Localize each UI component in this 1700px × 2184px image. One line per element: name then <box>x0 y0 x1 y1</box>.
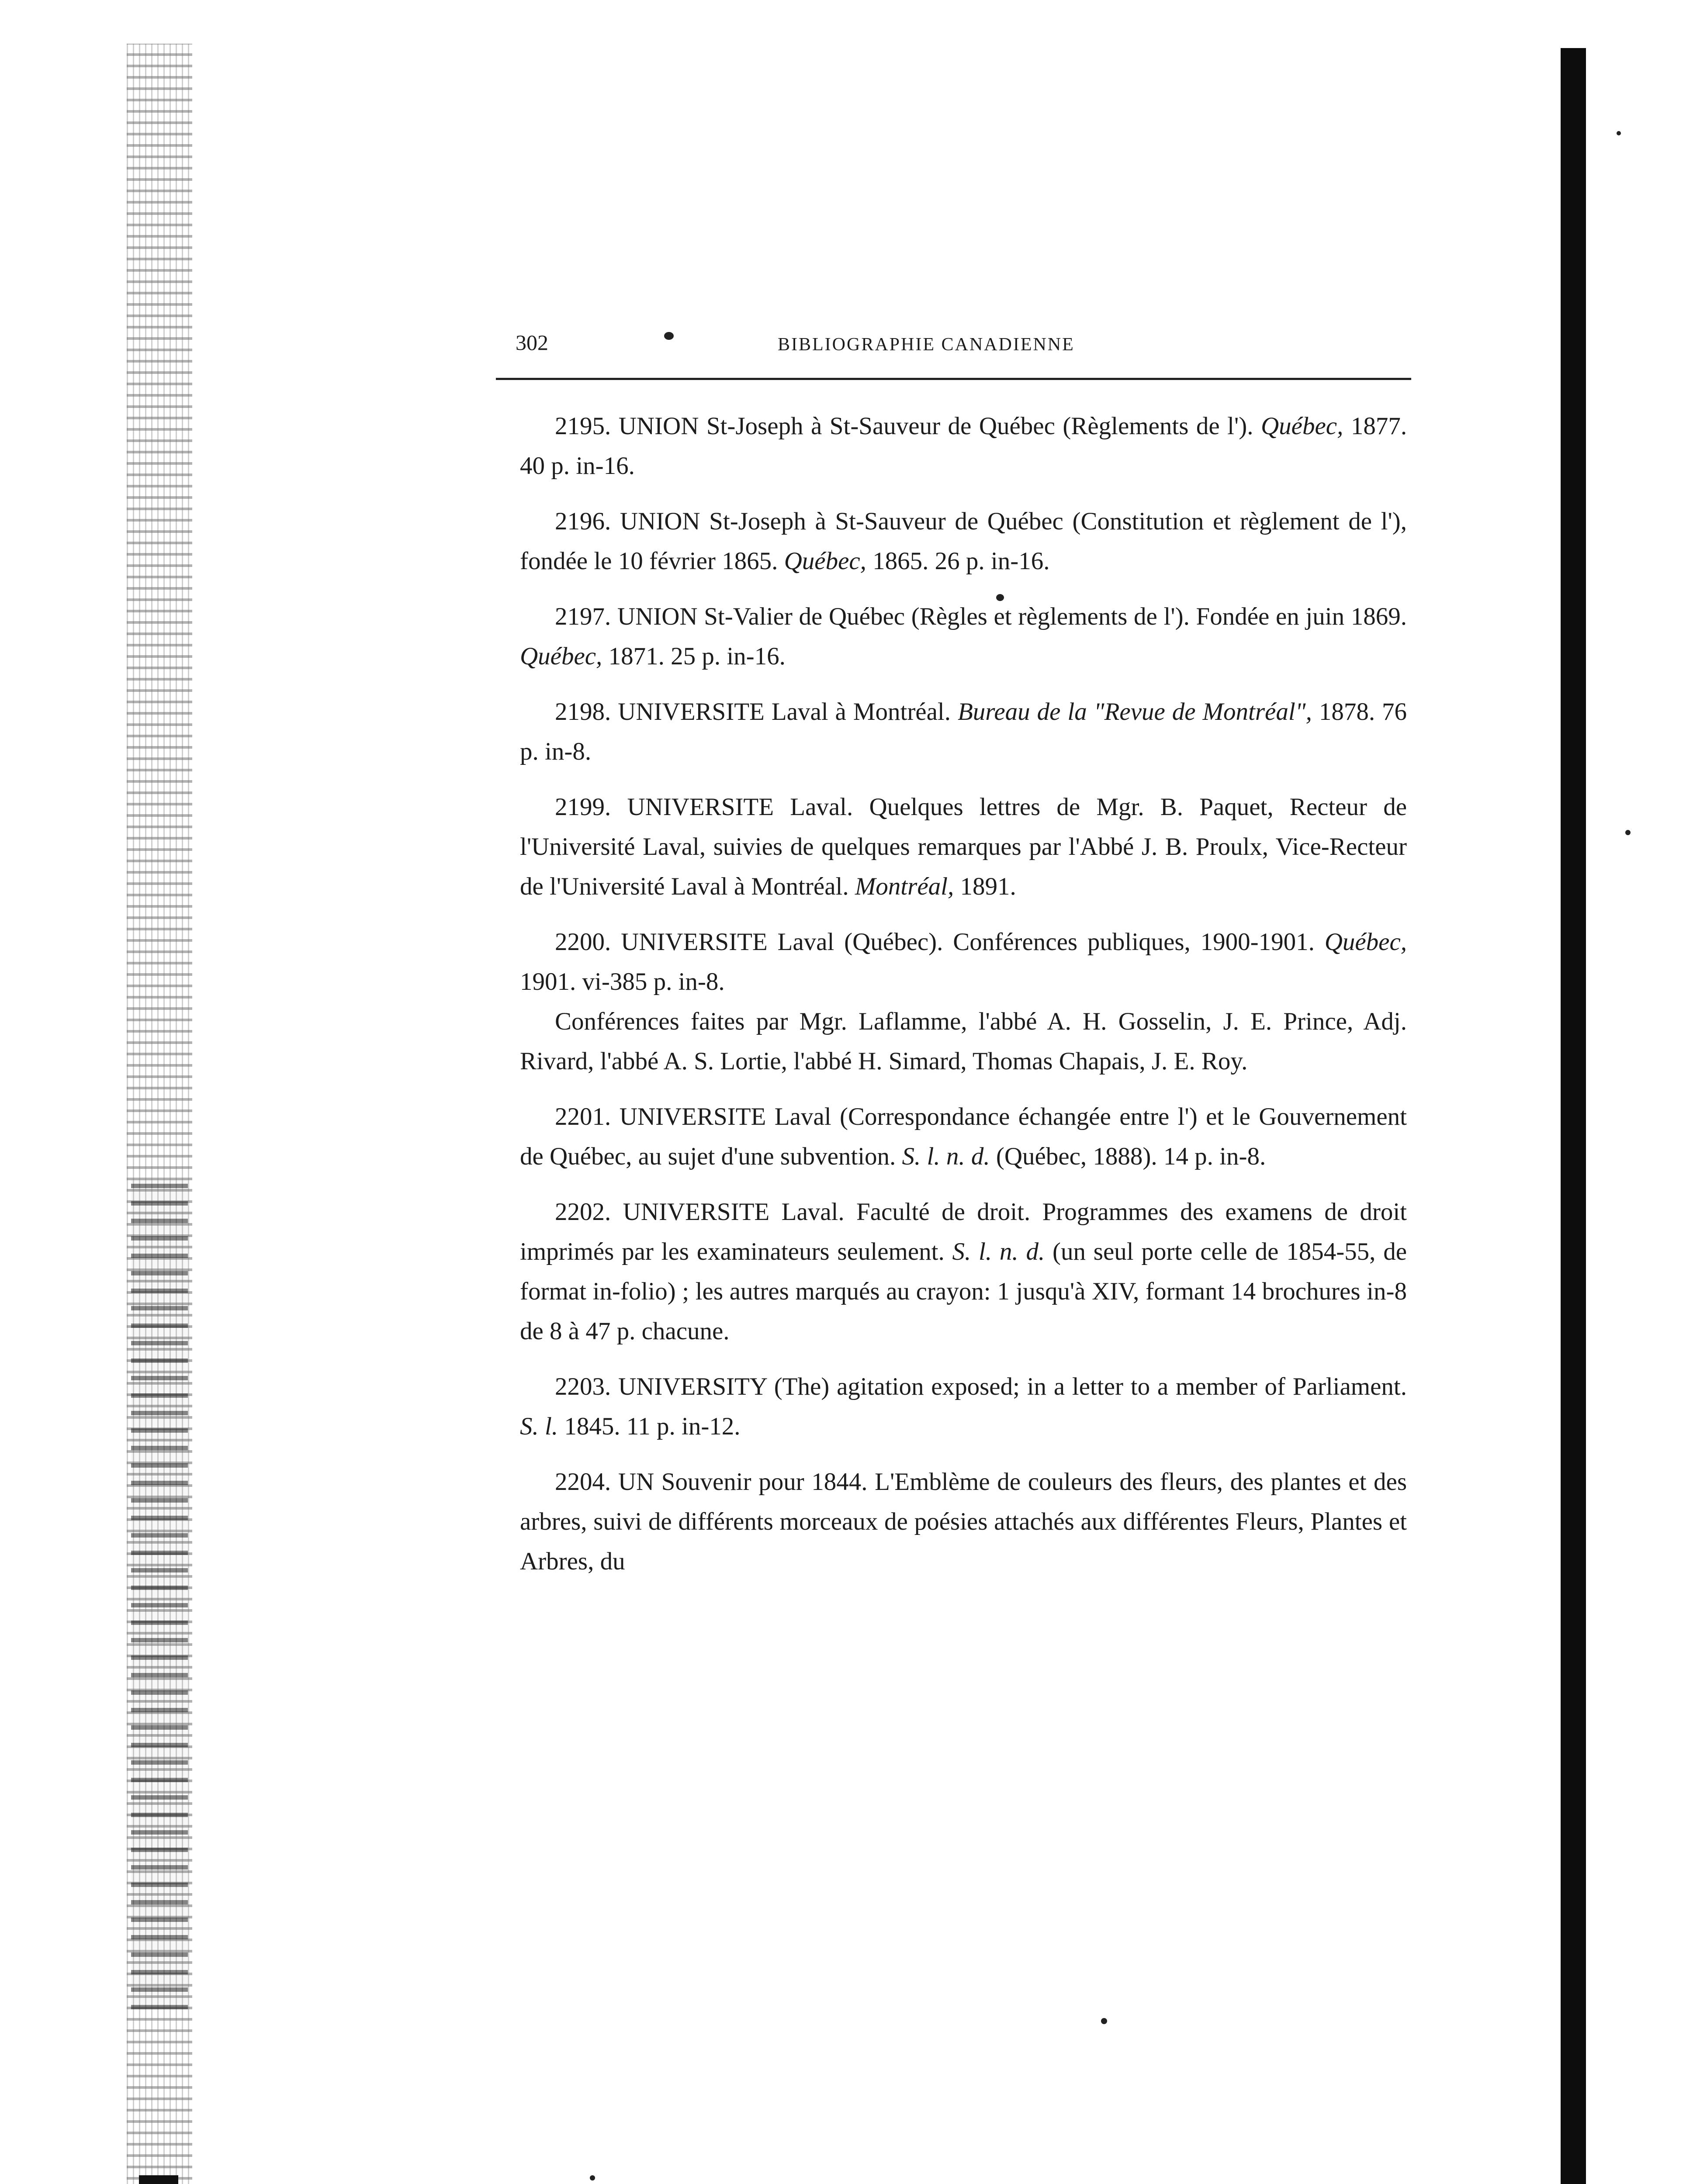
entry-number: 2202. <box>555 1198 611 1226</box>
entry-text: Laval. Faculté de droit. Programmes des examens de droit imprimés par les examinateurs seulement. <box>520 1198 1407 1265</box>
scan-gutter-block <box>139 2175 178 2184</box>
scan-right-edge-bar <box>1561 48 1586 2184</box>
entry-rest: (un seul porte celle de 1854-55, de format in-folio) ; les autres marqués au crayon: 1 jusqu'à XIV, formant 14 brochures in-8 de 8 à 47 p. chacune. <box>520 1238 1407 1345</box>
entry-text: (The) agitation exposed; in a letter to a member of Parliament. <box>774 1373 1407 1400</box>
entry-lead: UNION <box>620 508 700 535</box>
entry-lead: UNIVERSITE <box>627 793 774 821</box>
scan-speck <box>1101 2018 1107 2024</box>
entry-lead: UNIVERSITE <box>623 1198 770 1226</box>
entry-place: Québec, <box>784 547 866 575</box>
entry-number: 2201. <box>555 1103 611 1130</box>
entry-rest: 1871. 25 p. in-16. <box>608 643 786 670</box>
bibliography-entries <box>520 406 1407 1597</box>
entry-lead: UNIVERSITE <box>618 698 765 726</box>
entry-number: 2199. <box>555 793 611 821</box>
entry-rest: 1901. vi-385 p. in-8. <box>520 968 725 995</box>
entry-2202 <box>520 1192 1407 1351</box>
entry-number: 2204. <box>555 1468 611 1496</box>
entry-text: St-Valier de Québec (Règles et règlements de l'). Fondée en juin 1869. <box>704 603 1407 630</box>
scan-speck <box>1617 131 1621 135</box>
entry-place: S. l. n. d. <box>902 1143 990 1170</box>
entry-place: S. l. n. d. <box>952 1238 1045 1265</box>
entry-number: 2203. <box>555 1373 611 1400</box>
entry-2200-note: Conférences faites par Mgr. Laflamme, l'abbé A. H. Gosselin, J. E. Prince, Adj. Rivard, l'abbé A. S. Lortie, l'abbé H. Simard, Thomas Chapais, J. E. Roy. <box>520 1008 1407 1075</box>
entry-2204 <box>520 1462 1407 1581</box>
entry-rest: 1891. <box>960 873 1016 900</box>
entry-text: St-Joseph à St-Sauveur de Québec (Constitution et règlement de l'), fondée le 10 février 1865. <box>520 508 1407 575</box>
entry-text: Laval (Correspondance échangée entre l') et le Gouvernement de Québec, au sujet d'une subvention. <box>520 1103 1407 1170</box>
header-rule <box>496 378 1411 380</box>
entry-2201 <box>520 1097 1407 1176</box>
entry-2200 <box>520 922 1407 1002</box>
entry-2196 <box>520 501 1407 581</box>
page-header <box>516 330 1398 373</box>
scan-gutter-shadow <box>131 1179 188 2009</box>
entry-place: Québec, <box>520 643 602 670</box>
scan-speck <box>1625 830 1631 835</box>
entry-text: Souvenir pour 1844. L'Emblème de couleurs des fleurs, des plantes et des arbres, suivi de différents morceaux de poésies attachés aux différentes Fleurs, Plantes et Arbres, du <box>520 1468 1407 1575</box>
page-number: 302 <box>516 330 548 355</box>
entry-text: Laval. Quelques lettres de Mgr. B. Paquet, Recteur de l'Université Laval, suivies de quelques remarques par l'Abbé J. B. Proulx, Vice-Recteur de l'Université Laval à Montréal. <box>520 793 1407 900</box>
entry-rest: 1865. 26 p. in-16. <box>873 547 1050 575</box>
entry-lead: UNION <box>617 603 698 630</box>
entry-rest: 1845. 11 p. in-12. <box>564 1413 741 1440</box>
entry-2198 <box>520 692 1407 771</box>
entry-number: 2197. <box>555 603 611 630</box>
entry-rest: (Québec, 1888). 14 p. in-8. <box>996 1143 1266 1170</box>
entry-place: Bureau de la "Revue de Montréal", <box>957 698 1312 726</box>
entry-lead: UNIVERSITE <box>621 928 768 956</box>
entry-lead: UNIVERSITY <box>618 1373 767 1400</box>
entry-text: Laval à Montréal. <box>771 698 951 726</box>
entry-place: Québec, <box>1324 928 1407 956</box>
entry-place: Montréal, <box>855 873 954 900</box>
entry-lead: UNION <box>618 412 699 440</box>
entry-text: St-Joseph à St-Sauveur de Québec (Règlements de l'). <box>706 412 1253 440</box>
entry-number: 2196. <box>555 508 611 535</box>
entry-2199 <box>520 787 1407 906</box>
entry-2197 <box>520 597 1407 676</box>
entry-2203 <box>520 1367 1407 1446</box>
entry-lead: UN <box>618 1468 654 1496</box>
entry-place: S. l. <box>520 1413 558 1440</box>
scan-speck <box>590 2175 595 2181</box>
entry-text: Laval (Québec). Conférences publiques, 1900-1901. <box>777 928 1315 956</box>
entry-number: 2200. <box>555 928 611 956</box>
running-title: BIBLIOGRAPHIE CANADIENNE <box>778 335 1075 355</box>
entry-number: 2198. <box>555 698 611 726</box>
entry-place: Québec, <box>1261 412 1343 440</box>
entry-rest: 1877. 40 p. in-16. <box>520 412 1407 480</box>
entry-lead: UNIVERSITE <box>619 1103 766 1130</box>
entry-2195 <box>520 406 1407 486</box>
entry-rest: 1878. 76 p. in-8. <box>520 698 1407 765</box>
entry-number: 2195. <box>555 412 611 440</box>
